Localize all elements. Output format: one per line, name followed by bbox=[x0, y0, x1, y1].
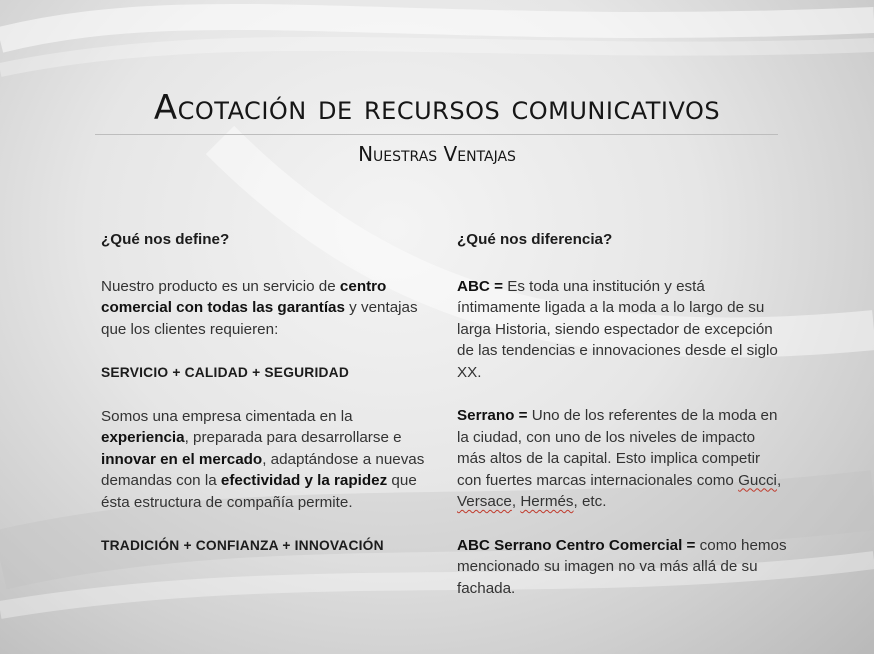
define-heading: ¿Qué nos define? bbox=[101, 231, 230, 248]
company-paragraph bbox=[101, 406, 431, 514]
serrano-paragraph bbox=[457, 405, 787, 513]
serrano-end: , etc. bbox=[573, 493, 607, 510]
page-title: Acotación de recursos comunicativos bbox=[153, 88, 721, 128]
centro-label: ABC Serrano Centro Comercial = bbox=[457, 536, 696, 554]
company-text-g: que ésta estructura de compañía permite. bbox=[101, 472, 417, 511]
differ-heading: ¿Qué nos diferencia? bbox=[457, 231, 613, 248]
innovate-highlight: innovar en el mercado bbox=[101, 450, 263, 468]
effectiveness-highlight: efectividad y la rapidez bbox=[220, 472, 388, 489]
abc-text: Es toda una institución y está íntimamente ligada a la moda a lo largo de su larga Historia, siendo espectador de excepción de las tendencias e innovaciones desde el siglo XX. bbox=[457, 277, 778, 381]
experience-highlight: experiencia bbox=[101, 429, 185, 446]
centro-paragraph bbox=[457, 535, 787, 600]
brand-gucci: Gucci bbox=[738, 471, 777, 489]
slogan-service: SERVICIO + CALIDAD + SEGURIDAD bbox=[101, 365, 349, 380]
serrano-text: Uno de los referentes de la moda en la ciudad, con uno de los niveles de impacto más altos de la capital. Esto implica competir con fuertes marcas internacionales como bbox=[457, 407, 778, 489]
product-text-a: Nuestro producto es un servicio de bbox=[101, 277, 340, 295]
left-column bbox=[101, 229, 431, 579]
product-paragraph bbox=[101, 276, 431, 341]
brand-separator: , bbox=[776, 471, 782, 489]
abc-label: ABC = bbox=[457, 277, 503, 295]
brand-hermes: Hermés bbox=[520, 493, 574, 510]
product-text-c: y ventajas que los clientes requieren: bbox=[101, 299, 418, 338]
title-divider bbox=[95, 134, 778, 135]
right-column bbox=[457, 229, 787, 621]
product-highlight: centro comercial con todas las garantías bbox=[101, 277, 387, 316]
centro-text: como hemos mencionado su imagen no va más allá de su fachada. bbox=[457, 536, 787, 597]
abc-paragraph bbox=[457, 276, 787, 384]
company-text-a: Somos una empresa cimentada en la bbox=[101, 407, 353, 425]
brand-versace: Versace bbox=[457, 493, 512, 510]
slogan-tradition: TRADICIÓN + CONFIANZA + INNOVACIÓN bbox=[101, 538, 384, 553]
company-text-e: , adaptándose a nuevas demandas con la bbox=[101, 450, 425, 489]
page-subtitle: Nuestras Ventajas bbox=[358, 142, 516, 166]
serrano-label: Serrano = bbox=[457, 407, 528, 424]
company-text-c: , preparada para desarrollarse e bbox=[184, 429, 402, 446]
brand-separator: , bbox=[511, 493, 521, 510]
